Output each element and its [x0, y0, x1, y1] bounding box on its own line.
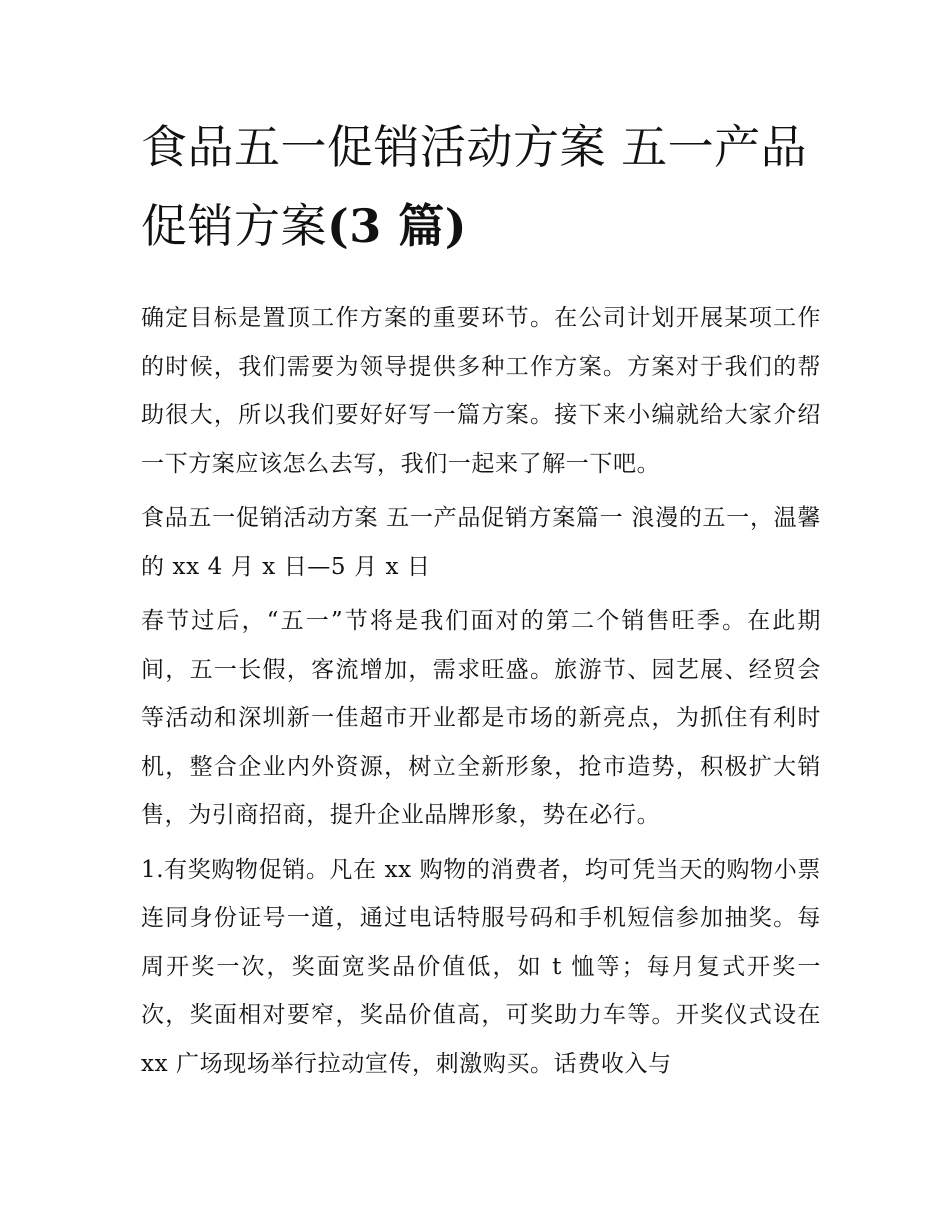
document-title-main: 食品五一促销活动方案 五一产品促销方案 — [141, 120, 808, 253]
section-heading-paragraph: 食品五一促销活动方案 五一产品促销方案篇一 浪漫的五一，温馨的 xx 4 月 x 日—5 月 x 日 — [141, 505, 821, 580]
background-paragraph: 春节过后，“五一”节将是我们面对的第二个销售旺季。在此期间，五一长假，客流增加，需求旺盛。旅游节、园艺展、经贸会等活动和深圳新一佳超市开业都是市场的新亮点，为抓住有利时机，整合企业内外资源，树立全新形象，抢市造势，积极扩大销售，为引商招商，提升企业品牌形象，势在必行。 — [141, 608, 821, 828]
intro-paragraph: 确定目标是置顶工作方案的重要环节。在公司计划开展某项工作的时候，我们需要为领导提供多种工作方案。方案对于我们的帮助很大，所以我们要好好写一篇方案。接下来小编就给大家介绍一下方案应该怎么去写，我们一起来了解一下吧。 — [141, 305, 821, 477]
document-title-suffix: (3 篇) — [327, 199, 468, 253]
document-body — [141, 108, 821, 1094]
list-item-paragraph: 1.有奖购物促销。凡在 xx 购物的消费者，均可凭当天的购物小票连同身份证号一道，通过电话特服号码和手机短信参加抽奖。每周开奖一次，奖面宽奖品价值低，如 t 恤等；每月复式开奖一次，奖面相对要窄，奖品价值高，可奖助力车等。开奖仪式设在 xx 广场现场举行拉动宣传，刺激购买。话费收入与 — [141, 856, 821, 1077]
document-title — [141, 108, 821, 266]
